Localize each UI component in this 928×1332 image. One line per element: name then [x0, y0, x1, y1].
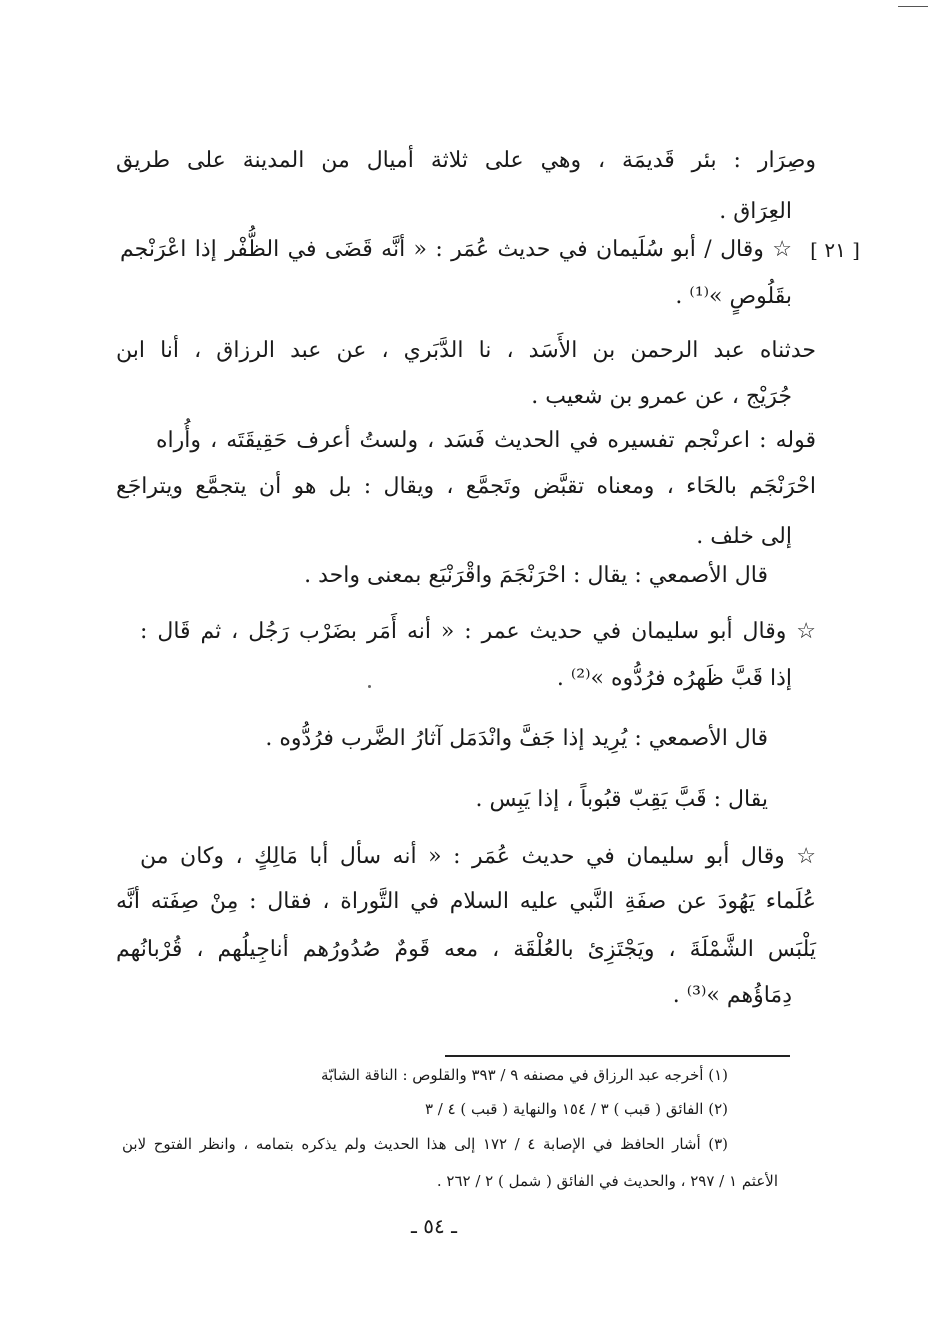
body-line: بقَلُوصٍ »⁽¹⁾ . [675, 284, 792, 309]
body-line: قال الأصمعي : يُرِيد إذا جَفَّ وانْدَمَل آثارُ الضَّرب فرُدُّوه . [265, 726, 768, 751]
body-line: العِرَاق . [719, 199, 792, 224]
body-line: ☆ وقال أبو سليمان في حديث عمر : « أنه أَمَر بضَرْب رَجُل ، ثم قَال : [140, 619, 816, 644]
body-line: حدثناه عبد الرحمن بن الأَسَد ، نا الدَّبَري ، عن عبد الرزاق ، أنا ابن [116, 338, 816, 363]
scan-edge-mark [898, 6, 928, 7]
footnote: الأعثم ١ / ٢٩٧ ، والحديث في الفائق ( شمل ) ٢ / ٢٦٢ . [436, 1172, 778, 1190]
body-line: احْرَنْجَم بالحَاء ، ومعناه تقبَّض وتَجمَّع ، ويقال : بل هو أن يتجمَّع ويتراجَع [116, 474, 816, 499]
section-marker: [ ٢١ ] [810, 238, 860, 262]
body-line: قوله : اعرنْجم تفسيره في الحديث فَسَد ، ولستُ أعرف حَقِيقَتَه ، وأُراه [156, 428, 816, 453]
body-line: ☆ وقال / أبو سُلَيمان في حديث عُمَر : « أنَّه قَضَى في الظُّفْر إذا اعْرَنْجم [120, 237, 792, 262]
body-line: دِمَاؤُهم »⁽³⁾ . [672, 983, 792, 1008]
body-line: جُرَيْج ، عن عمرو بن شعيب . [531, 384, 792, 409]
footnote-rule [445, 1055, 790, 1057]
footnote: (٣) أشار الحافظ في الإصابة ٤ / ١٧٢ إلى هذا الحديث ولم يذكره بتمامه ، وانظر الفتوح لابن [122, 1135, 728, 1153]
scan-speck [368, 685, 371, 688]
footnote: (٢) الفائق ( قبب ) ٣ / ١٥٤ والنهاية ( قبب ) ٤ / ٣ [424, 1100, 728, 1118]
footnote: (١) أخرجه عبد الرزاق في مصنفه ٩ / ٣٩٣ والقلوص : الناقة الشابّة [320, 1066, 728, 1084]
body-line: إذا قَبَّ ظَهرُه فرُدُّوه »⁽²⁾ . [556, 666, 792, 691]
body-line: يقال : قَبَّ يَقِبّ قبُوباً ، إذا يَبِس . [475, 787, 768, 812]
body-line: عُلَماء يَهُودَ عن صفَةِ النَّبي عليه السلام في التَّوراة ، فقال : مِنْ صِفَته أنَّه [116, 889, 816, 914]
body-line: ☆ وقال أبو سليمان في حديث عُمَر : « أنه سأل أبا مَالِكٍ ، وكان من [140, 844, 816, 869]
body-line: يَلْبَس الشَّمْلَةَ ، ويَجْتَزِئ بالعُلْقَة ، معه قَومٌ صُدُورُهم أناجِيلُهم ، قُرْبانُهم [116, 937, 816, 962]
body-line: إلى خلف . [696, 524, 792, 549]
page-number: ـ ٥٤ ـ [411, 1214, 457, 1238]
body-line: وصِرَار : بئر قَديمَة ، وهي على ثلاثة أميال من المدينة على طريق [116, 148, 816, 173]
body-line: قال الأصمعي : يقال : احْرَنْجَمَ واقْرَنْبَع بمعنى واحد . [304, 563, 768, 588]
